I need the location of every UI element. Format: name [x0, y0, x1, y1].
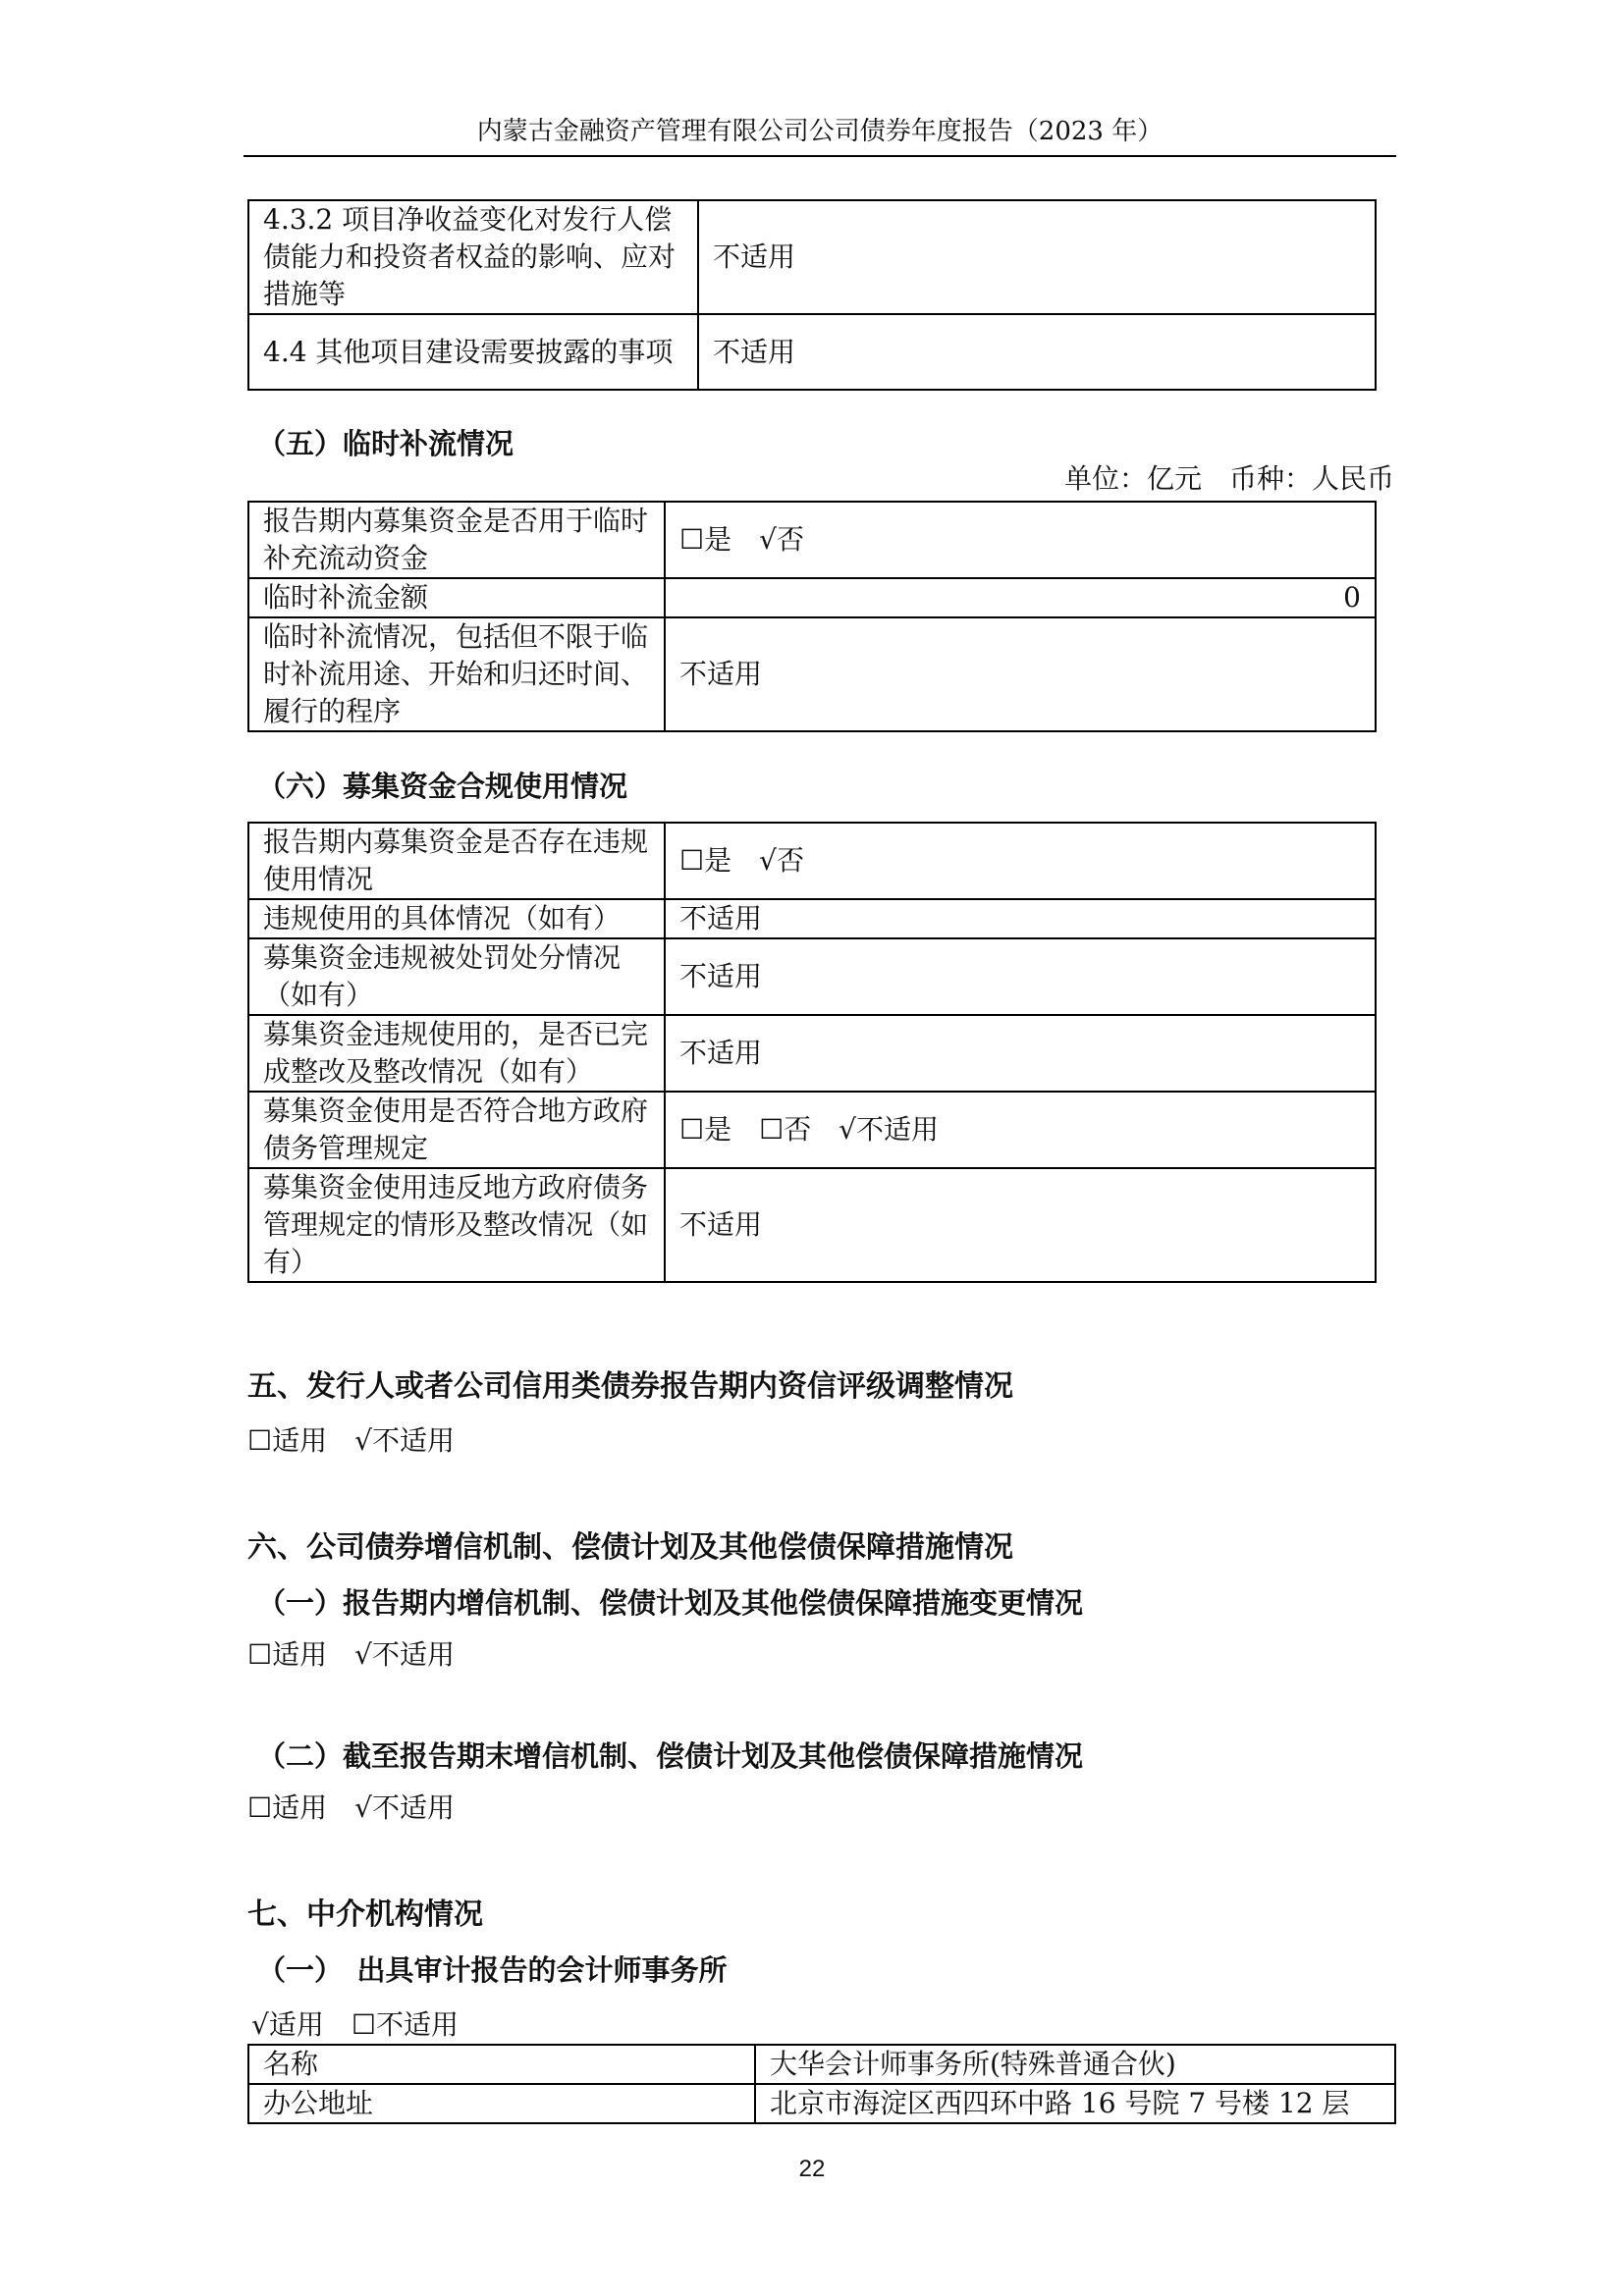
table-row	[248, 502, 1376, 578]
row-value: 不适用	[665, 938, 1376, 1015]
row-label: 报告期内募集资金是否存在违规使用情况	[248, 823, 665, 899]
row-value: 不适用	[698, 314, 1376, 390]
row-value: ☐是 ☐否 √不适用	[665, 1092, 1376, 1168]
row-value: 不适用	[665, 1168, 1376, 1282]
unit-note: 单位：亿元 币种：人民币	[1063, 462, 1394, 495]
row-value: 不适用	[665, 899, 1376, 938]
row-label: 募集资金使用是否符合地方政府债务管理规定	[248, 1092, 665, 1168]
changes-applicability: ☐适用 √不适用	[247, 1638, 455, 1671]
row-label: 违规使用的具体情况（如有）	[248, 899, 665, 938]
row-label: 募集资金违规使用的，是否已完成整改及整改情况（如有）	[248, 1015, 665, 1092]
table-row	[248, 899, 1376, 938]
auditor-table	[247, 2044, 1396, 2124]
row-value: 北京市海淀区西四环中路 16 号院 7 号楼 12 层	[755, 2084, 1395, 2123]
row-label: 4.3.2 项目净收益变化对发行人偿债能力和投资者权益的影响、应对措施等	[248, 200, 698, 314]
subsection-title-auditor: （一） 出具审计报告的会计师事务所	[257, 1953, 728, 1987]
row-label: 报告期内募集资金是否用于临时补充流动资金	[248, 502, 665, 578]
part-title-intermediaries: 七、中介机构情况	[247, 1897, 483, 1932]
project-table	[247, 199, 1377, 391]
status-applicability: ☐适用 √不适用	[247, 1791, 455, 1824]
row-value: 不适用	[698, 200, 1376, 314]
row-value: ☐是 √否	[665, 502, 1376, 578]
row-label: 办公地址	[248, 2084, 755, 2123]
row-label: 4.4 其他项目建设需要披露的事项	[248, 314, 698, 390]
table-row	[248, 578, 1376, 617]
table-row	[248, 617, 1376, 731]
table-row	[248, 314, 1376, 390]
table-row	[248, 2045, 1395, 2084]
page-header: 内蒙古金融资产管理有限公司公司债券年度报告（2023 年）	[244, 112, 1396, 157]
part-title-rating: 五、发行人或者公司信用类债券报告期内资信评级调整情况	[247, 1369, 1013, 1404]
auditor-applicability: √适用 ☐不适用	[251, 2008, 459, 2041]
compliance-table	[247, 822, 1377, 1283]
table-row	[248, 1015, 1376, 1092]
row-label: 募集资金违规被处罚处分情况（如有）	[248, 938, 665, 1015]
row-label: 临时补流情况，包括但不限于临时补流用途、开始和归还时间、履行的程序	[248, 617, 665, 731]
table-row	[248, 200, 1376, 314]
part-title-credit-enhancement: 六、公司债券增信机制、偿债计划及其他偿债保障措施情况	[247, 1530, 1013, 1565]
row-value: 0	[665, 578, 1376, 617]
page-number: 22	[798, 2156, 826, 2182]
row-value: 不适用	[665, 617, 1376, 731]
row-value: 大华会计师事务所(特殊普通合伙)	[755, 2045, 1395, 2084]
row-value: ☐是 √否	[665, 823, 1376, 899]
temp-liquidity-table	[247, 501, 1377, 732]
rating-applicability: ☐适用 √不适用	[247, 1424, 455, 1457]
row-label: 名称	[248, 2045, 755, 2084]
section-title-temp-liquidity: （五）临时补流情况	[257, 427, 514, 460]
table-row	[248, 938, 1376, 1015]
table-row	[248, 2084, 1395, 2123]
subsection-title-status: （二）截至报告期末增信机制、偿债计划及其他偿债保障措施情况	[257, 1739, 1084, 1773]
row-label: 临时补流金额	[248, 578, 665, 617]
table-row	[248, 1168, 1376, 1282]
row-label: 募集资金使用违反地方政府债务管理规定的情形及整改情况（如有）	[248, 1168, 665, 1282]
row-value: 不适用	[665, 1015, 1376, 1092]
table-row	[248, 1092, 1376, 1168]
table-row	[248, 823, 1376, 899]
subsection-title-changes: （一）报告期内增信机制、偿债计划及其他偿债保障措施变更情况	[257, 1586, 1084, 1620]
section-title-compliance: （六）募集资金合规使用情况	[257, 770, 628, 803]
